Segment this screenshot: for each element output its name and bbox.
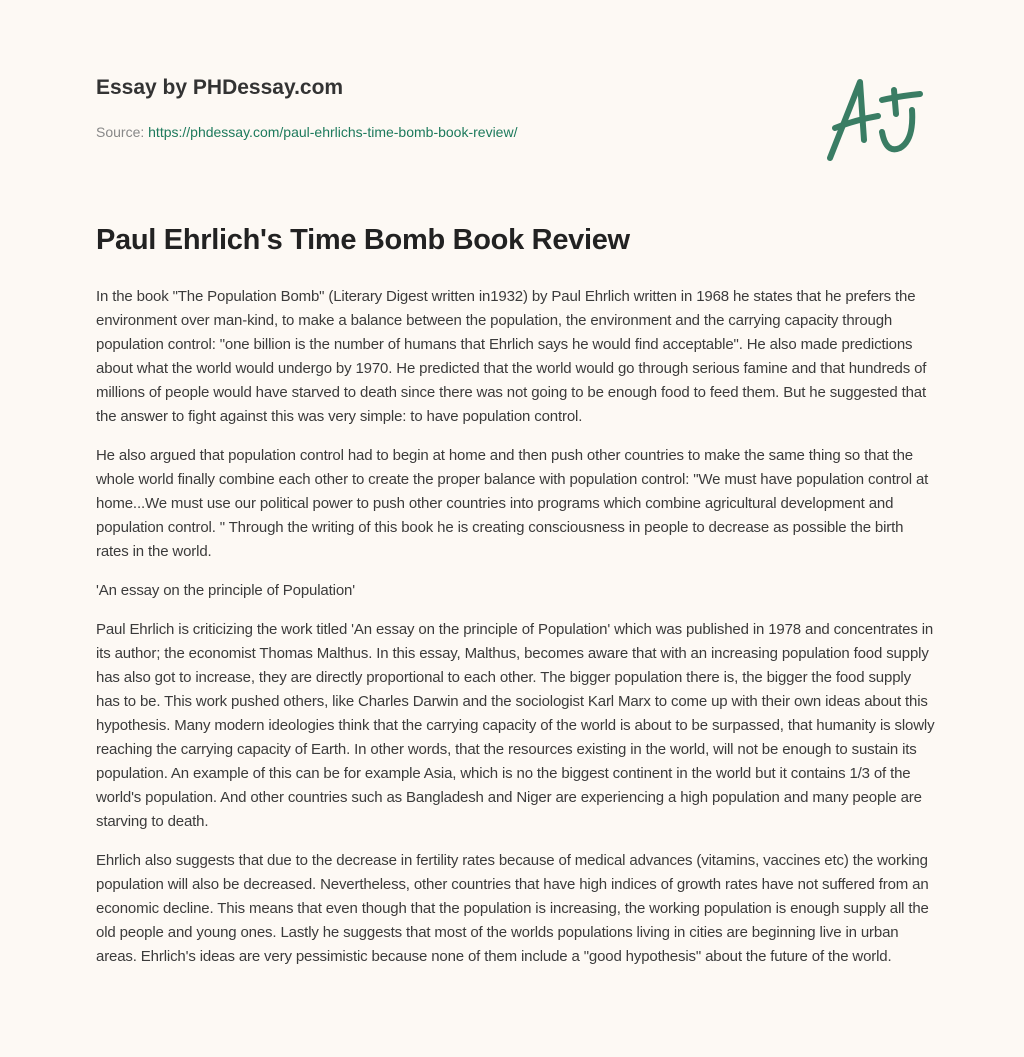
article-body xyxy=(96,285,936,984)
source-label: Source: xyxy=(96,124,145,140)
paragraph: He also argued that population control had to begin at home and then push other countries to make the same thing so that the whole world finally combine each other to create the proper balance with population control: "We must have population control at home...We must use our political power to push other countries into programs which combine agricultural development and population control. " Through the writing of this book he is creating consciousness in people to decrease as possible the birth rates in the world. xyxy=(96,447,929,560)
source-line xyxy=(96,124,517,140)
a-plus-logo-icon xyxy=(820,70,930,165)
source-link[interactable]: https://phdessay.com/paul-ehrlichs-time-bomb-book-review/ xyxy=(148,124,518,140)
paragraph: Paul Ehrlich is criticizing the work titled 'An essay on the principle of Population' which was published in 1978 and concentrates in its author; the economist Thomas Malthus. In this essay, Malthus, becomes aware that with an increasing population food supply has also got to increase, they are directly proportional to each other. The bigger population there is, the bigger the food supply has to be. This work pushed others, like Charles Darwin and the sociologist Karl Marx to come up with their own ideas about this hypothesis. Many modern ideologies think that the carrying capacity of the world is about to be surpassed, that humanity is slowly reaching the carrying capacity of Earth. In other words, that the resources existing in the world, will not be enough to sustain its population. An example of this can be for example Asia, which is no the biggest continent in the world but it contains 1/3 of the world's population. And other countries such as Bangladesh and Niger are experiencing a high population and many people are starving to death. xyxy=(96,621,935,830)
article-title: Paul Ehrlich's Time Bomb Book Review xyxy=(96,224,630,256)
section-heading: 'An essay on the principle of Population' xyxy=(96,582,355,599)
paragraph: Ehrlich also suggests that due to the decrease in fertility rates because of medical advances (vitamins, vaccines etc) the working population will also be decreased. Nevertheless, other countries that have high indices of growth rates have not suffered from an economic decline. This means that even though that the population is increasing, the working population is enough supply all the old people and young ones. Lastly he suggests that most of the worlds populations living in cities are beginning live in urban areas. Ehrlich's ideas are very pessimistic because none of them include a "good hypothesis" about the future of the world. xyxy=(96,852,929,965)
site-title: Essay by PHDessay.com xyxy=(96,76,344,99)
paragraph: In the book "The Population Bomb" (Literary Digest written in1932) by Paul Ehrlich written in 1968 he states that he prefers the environment over man-kind, to make a balance between the population, the environment and the carrying capacity through population control: "one billion is the number of humans that Ehrlich says he would find acceptable". He also made predictions about what the world would undergo by 1970. He predicted that the world would go through serious famine and that hundreds of millions of people would have starved to death since there was not going to be enough food to feed them. But he suggested that the answer to fight against this was very simple: to have population control. xyxy=(96,288,927,425)
